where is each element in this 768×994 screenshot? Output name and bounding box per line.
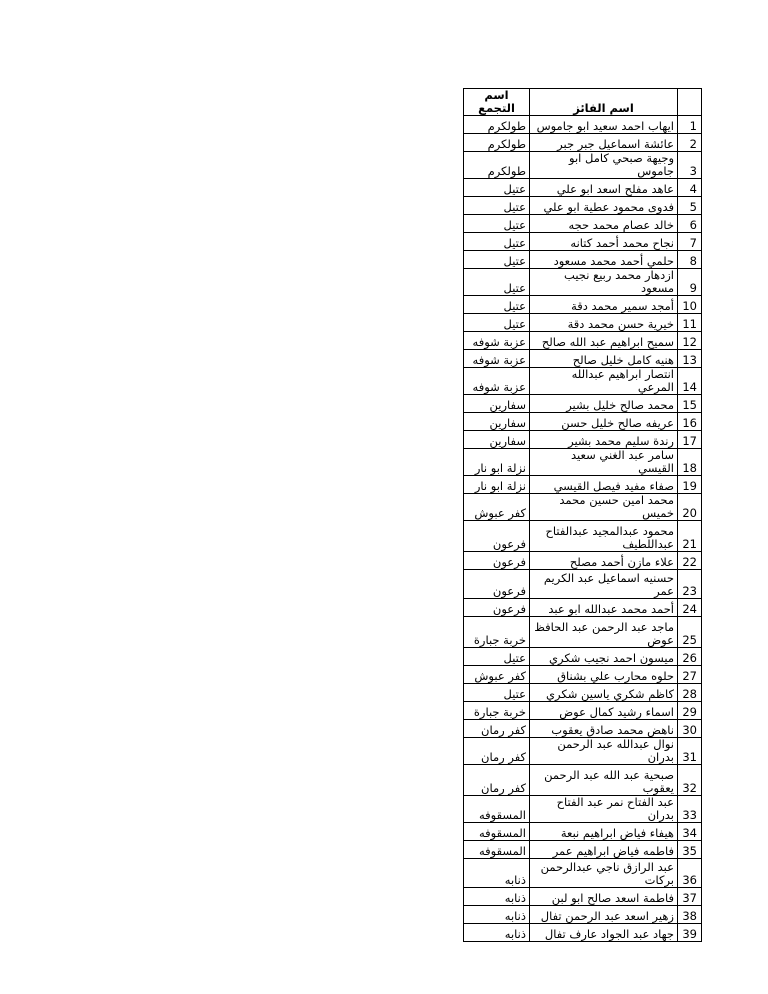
num-cell: 15 (678, 395, 702, 413)
place-cell: ذنابه (464, 924, 530, 942)
num-cell: 39 (678, 924, 702, 942)
table-row (464, 368, 702, 395)
name-cell: سميح ابراهيم عبد الله صالح (530, 332, 678, 350)
name-cell: أحمد محمد عبدالله ابو عبد (530, 599, 678, 617)
name-cell: عبد الرازق ناجي عبدالرحمن بركات (530, 859, 678, 888)
place-cell: سفارين (464, 395, 530, 413)
place-cell: عزبة شوفه (464, 332, 530, 350)
name-cell: ازدهار محمد ربيع نجيب مسعود (530, 269, 678, 296)
place-cell: عتيل (464, 269, 530, 296)
table-row (464, 666, 702, 684)
table-row (464, 269, 702, 296)
place-cell: سفارين (464, 431, 530, 449)
name-cell: زهير اسعد عبد الرحمن تفال (530, 906, 678, 924)
name-cell: وجيهة صبحي كامل ابو جاموس (530, 152, 678, 179)
table-row (464, 859, 702, 888)
num-cell: 6 (678, 215, 702, 233)
place-cell: عتيل (464, 648, 530, 666)
name-cell: صفاء مفيد فيصل القيسي (530, 476, 678, 494)
table-row (464, 924, 702, 942)
name-cell: عائشة اسماعيل جبر جبر (530, 134, 678, 152)
num-cell: 20 (678, 494, 702, 521)
name-cell: انتصار ابراهيم عبدالله المرعي (530, 368, 678, 395)
name-cell: نجاح محمد أحمد كتانه (530, 233, 678, 251)
table-row (464, 796, 702, 823)
num-cell: 8 (678, 251, 702, 269)
place-cell: نزلة ابو نار (464, 476, 530, 494)
name-cell: حلمي أحمد محمد مسعود (530, 251, 678, 269)
name-cell: عبد الفتاح نمر عبد الفتاح بدران (530, 796, 678, 823)
place-cell: كفر رمان (464, 738, 530, 765)
num-cell: 36 (678, 859, 702, 888)
table-row (464, 720, 702, 738)
num-cell: 19 (678, 476, 702, 494)
table-row (464, 350, 702, 368)
name-cell: عاهد مفلح اسعد ابو علي (530, 179, 678, 197)
place-cell: فرعون (464, 521, 530, 552)
table-row (464, 116, 702, 134)
num-cell: 13 (678, 350, 702, 368)
table-row (464, 476, 702, 494)
table-row (464, 314, 702, 332)
place-cell: عتيل (464, 296, 530, 314)
table-row (464, 823, 702, 841)
place-cell: كفر عبوش (464, 494, 530, 521)
name-cell: فاطمة اسعد صالح ابو لبن (530, 888, 678, 906)
num-cell: 32 (678, 765, 702, 796)
num-cell: 33 (678, 796, 702, 823)
name-cell: نوال عبدالله عبد الرحمن بدران (530, 738, 678, 765)
num-cell: 30 (678, 720, 702, 738)
num-cell: 23 (678, 570, 702, 599)
num-cell: 24 (678, 599, 702, 617)
num-cell: 5 (678, 197, 702, 215)
num-cell: 16 (678, 413, 702, 431)
place-cell: ذنابه (464, 859, 530, 888)
num-cell: 38 (678, 906, 702, 924)
place-cell: فرعون (464, 570, 530, 599)
table-row (464, 617, 702, 648)
name-cell: محمود عبدالمجيد عبدالفتاح عبداللطيف (530, 521, 678, 552)
table-row (464, 431, 702, 449)
num-cell: 10 (678, 296, 702, 314)
place-cell: فرعون (464, 552, 530, 570)
place-cell: فرعون (464, 599, 530, 617)
num-cell: 1 (678, 116, 702, 134)
name-cell: ايهاب احمد سعيد ابو جاموس (530, 116, 678, 134)
name-cell: محمد امين حسين محمد خميس (530, 494, 678, 521)
name-cell: حلوه محارب علي بشناق (530, 666, 678, 684)
table-row (464, 765, 702, 796)
num-cell: 31 (678, 738, 702, 765)
place-cell: عتيل (464, 251, 530, 269)
name-cell: خالد عصام محمد حجه (530, 215, 678, 233)
name-cell: حسنيه اسماعيل عبد الكريم عمر (530, 570, 678, 599)
table-row (464, 413, 702, 431)
table-row (464, 251, 702, 269)
place-cell: خربة جبارة (464, 702, 530, 720)
num-cell: 3 (678, 152, 702, 179)
num-cell: 12 (678, 332, 702, 350)
table-row (464, 152, 702, 179)
table-row (464, 197, 702, 215)
num-cell: 7 (678, 233, 702, 251)
table-row (464, 570, 702, 599)
winners-table (463, 88, 702, 942)
table-row (464, 599, 702, 617)
num-cell: 17 (678, 431, 702, 449)
place-cell: سفارين (464, 413, 530, 431)
place-cell: خربة جبارة (464, 617, 530, 648)
place-cell: كفر رمان (464, 765, 530, 796)
table-row (464, 552, 702, 570)
place-cell: المسقوفه (464, 796, 530, 823)
name-cell: رندة سليم محمد بشير (530, 431, 678, 449)
table-row (464, 332, 702, 350)
header-row (464, 89, 702, 116)
place-cell: كفر رمان (464, 720, 530, 738)
name-cell: ميسون احمد نجيب شكري (530, 648, 678, 666)
name-cell: كاظم شكري ياسين شكري (530, 684, 678, 702)
table-row (464, 684, 702, 702)
place-cell: عتيل (464, 215, 530, 233)
num-cell: 26 (678, 648, 702, 666)
table-row (464, 841, 702, 859)
name-cell: عريفه صالح خليل حسن (530, 413, 678, 431)
place-cell: عتيل (464, 179, 530, 197)
num-cell: 14 (678, 368, 702, 395)
table-row (464, 521, 702, 552)
place-cell: طولكرم (464, 116, 530, 134)
num-cell: 21 (678, 521, 702, 552)
place-cell: كفر عبوش (464, 666, 530, 684)
name-cell: هيفاء فياض ابراهيم نبعة (530, 823, 678, 841)
place-cell: طولكرم (464, 134, 530, 152)
table-row (464, 494, 702, 521)
place-cell: طولكرم (464, 152, 530, 179)
place-cell: عتيل (464, 684, 530, 702)
num-cell: 35 (678, 841, 702, 859)
num-cell: 29 (678, 702, 702, 720)
num-cell: 11 (678, 314, 702, 332)
place-cell: عتيل (464, 197, 530, 215)
place-cell: نزلة ابو نار (464, 449, 530, 476)
name-cell: اسماء رشيد كمال عوض (530, 702, 678, 720)
table-row (464, 296, 702, 314)
num-cell: 37 (678, 888, 702, 906)
place-cell: المسقوفه (464, 823, 530, 841)
table-row (464, 738, 702, 765)
num-cell: 25 (678, 617, 702, 648)
num-cell: 4 (678, 179, 702, 197)
name-cell: محمد صالح خليل بشير (530, 395, 678, 413)
table-row (464, 179, 702, 197)
table-row (464, 648, 702, 666)
name-cell: علاء مازن أحمد مصلح (530, 552, 678, 570)
place-cell: عزبة شوفه (464, 368, 530, 395)
name-cell: فاطمه فياض ابراهيم عمر (530, 841, 678, 859)
table-row (464, 449, 702, 476)
name-cell: سامر عبد الغني سعيد القيسي (530, 449, 678, 476)
name-cell: ناهض محمد صادق يعقوب (530, 720, 678, 738)
table-row (464, 215, 702, 233)
place-cell: عزبة شوفه (464, 350, 530, 368)
place-cell: عتيل (464, 314, 530, 332)
num-cell: 22 (678, 552, 702, 570)
name-cell: هنيه كامل خليل صالح (530, 350, 678, 368)
place-cell: المسقوفه (464, 841, 530, 859)
table-row (464, 906, 702, 924)
num-cell: 2 (678, 134, 702, 152)
name-cell: فدوى محمود عطية ابو علي (530, 197, 678, 215)
header-place: اسم التجمع (464, 89, 530, 116)
num-cell: 27 (678, 666, 702, 684)
name-cell: أمجد سمير محمد دقة (530, 296, 678, 314)
num-cell: 28 (678, 684, 702, 702)
table-row (464, 888, 702, 906)
num-cell: 9 (678, 269, 702, 296)
place-cell: عتيل (464, 233, 530, 251)
num-cell: 34 (678, 823, 702, 841)
table-row (464, 395, 702, 413)
name-cell: جهاد عبد الجواد عارف تفال (530, 924, 678, 942)
name-cell: صبحية عبد الله عبد الرحمن يعقوب (530, 765, 678, 796)
header-num (678, 89, 702, 116)
header-name: اسم الفائز (530, 89, 678, 116)
table-row (464, 702, 702, 720)
table-row (464, 134, 702, 152)
place-cell: ذنابه (464, 888, 530, 906)
name-cell: ماجد عبد الرحمن عبد الحافظ عوض (530, 617, 678, 648)
num-cell: 18 (678, 449, 702, 476)
place-cell: ذنابه (464, 906, 530, 924)
table-row (464, 233, 702, 251)
name-cell: خيرية حسن محمد دقة (530, 314, 678, 332)
